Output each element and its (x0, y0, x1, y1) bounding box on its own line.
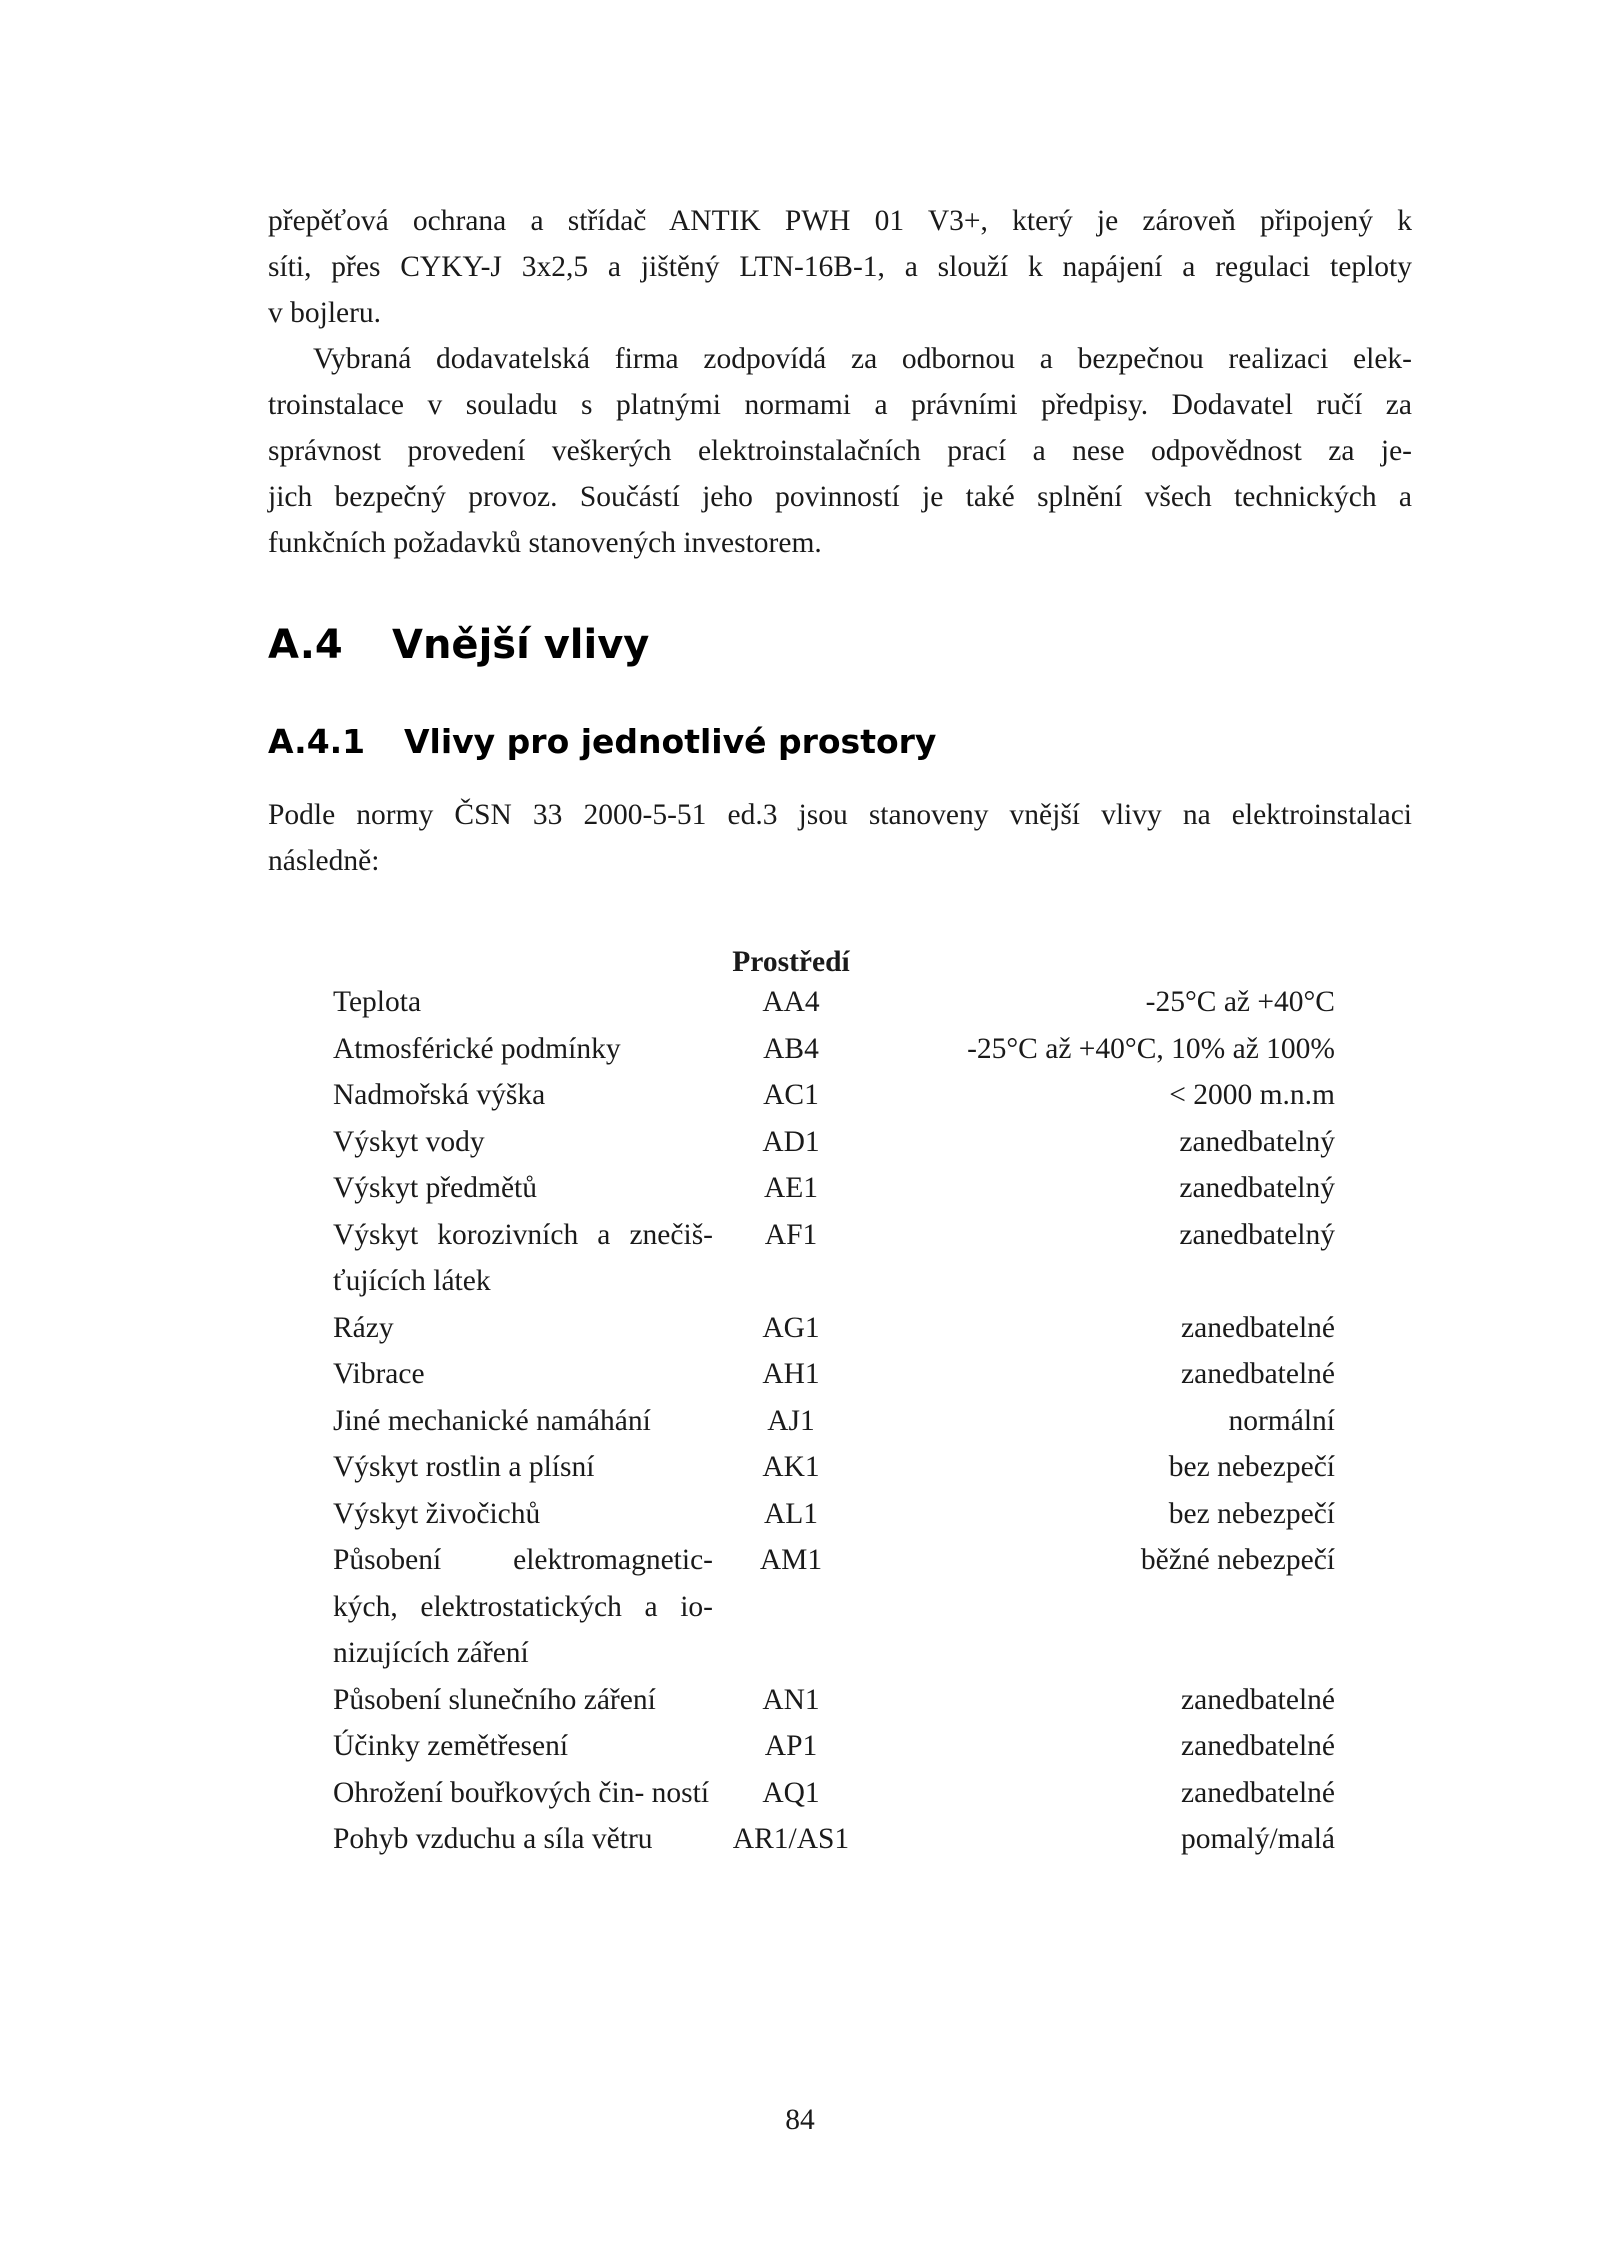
table-row (333, 1444, 1335, 1491)
influence-code: AP1 (764, 1730, 818, 1762)
table-row (333, 1351, 1335, 1398)
influence-label: Působení elektromagnetic- kých, elektrostatických a io- nizujících záření (333, 1544, 713, 1669)
intro-line-2: následně: (268, 845, 380, 877)
table-row (333, 1212, 1335, 1305)
influence-value: zanedbatelné (1181, 1311, 1335, 1344)
table-row (333, 1026, 1335, 1073)
table-header-row (333, 945, 1335, 979)
page-number: 84 (785, 2104, 815, 2136)
subsection-title: Vlivy pro jednotlivé prostory (404, 722, 937, 761)
influence-code: AF1 (764, 1218, 818, 1251)
influence-label: Atmosférické podmínky (333, 1032, 621, 1065)
influence-value: -25°C až +40°C (1145, 986, 1335, 1018)
table-row (333, 1723, 1335, 1770)
influence-label: Rázy (333, 1311, 394, 1344)
influence-label: Výskyt korozivních a znečiš- ťujících látek (333, 1218, 713, 1297)
influence-code: AN1 (762, 1683, 820, 1716)
influence-label: Působení slunečního záření (333, 1683, 656, 1716)
influence-value: zanedbatelný (1179, 1125, 1335, 1158)
paragraph-2-line-4: jich bezpečný provoz. Součástí jeho povinností je také splnění všech technických a (268, 481, 1412, 513)
influence-label: Jiné mechanické namáhání (333, 1404, 651, 1437)
table-row (333, 979, 1335, 1026)
influence-value: zanedbatelný (1179, 1218, 1335, 1251)
influence-label: Pohyb vzduchu a síla větru (333, 1823, 653, 1855)
influence-label: Výskyt živočichů (333, 1497, 541, 1530)
influence-label: Teplota (333, 986, 422, 1018)
influence-label: Výskyt vody (333, 1125, 485, 1158)
influence-code: AR1/AS1 (732, 1823, 850, 1855)
influence-value: zanedbatelné (1181, 1730, 1335, 1762)
influence-code: AM1 (759, 1544, 823, 1576)
influence-value: < 2000 m.n.m (1169, 1079, 1335, 1111)
influence-code: AD1 (762, 1125, 820, 1158)
influence-value: zanedbatelné (1181, 1358, 1335, 1390)
external-influences-table (333, 945, 1335, 1863)
table-row (333, 1119, 1335, 1166)
influence-code: AQ1 (762, 1776, 820, 1809)
influence-code: AG1 (762, 1311, 820, 1344)
paragraph-2-line-5: funkčních požadavků stanovených investorem. (268, 527, 822, 559)
influence-code: AK1 (762, 1451, 820, 1483)
paragraph-2-line-2: troinstalace v souladu s platnými normami a právními předpisy. Dodavatel ručí za (268, 389, 1412, 421)
influence-code: AE1 (763, 1172, 819, 1204)
paragraph-2-line-1: Vybraná dodavatelská firma zodpovídá za odbornou a bezpečnou realizaci elek- (313, 343, 1412, 375)
table-row (333, 1677, 1335, 1724)
subsection-number: A.4.1 (268, 722, 366, 761)
influence-label: Nadmořská výška (333, 1079, 546, 1111)
section-number: A.4 (268, 622, 343, 668)
paragraph-2-line-3: správnost provedení veškerých elektroinstalačních prací a nese odpovědnost za je- (268, 435, 1412, 467)
influence-value: bez nebezpečí (1168, 1497, 1335, 1530)
influence-value: normální (1228, 1404, 1335, 1437)
table-row (333, 1816, 1335, 1863)
influence-label: Ohrožení bouřkových čin- ností (333, 1776, 710, 1809)
influence-value: běžné nebezpečí (1140, 1544, 1335, 1576)
influence-value: -25°C až +40°C, 10% až 100% (967, 1032, 1335, 1065)
influence-label: Účinky zemětřesení (333, 1730, 569, 1762)
influence-value: zanedbatelné (1181, 1776, 1335, 1809)
influence-value: pomalý/malá (1180, 1823, 1335, 1855)
section-heading (268, 622, 649, 668)
section-title: Vnější vlivy (392, 622, 650, 668)
table-row (333, 1305, 1335, 1352)
paragraph-1-line-1: přepěťová ochrana a střídač ANTIK PWH 01 V3+, který je zároveň připojený k (268, 205, 1412, 237)
influence-code: AA4 (762, 986, 820, 1018)
table-row (333, 1537, 1335, 1677)
influence-code: AB4 (763, 1032, 819, 1065)
table-row (333, 1770, 1335, 1817)
table-row (333, 1491, 1335, 1538)
table-row (333, 1165, 1335, 1212)
influence-value: zanedbatelný (1179, 1172, 1335, 1204)
subsection-heading (268, 722, 936, 761)
influence-label: Výskyt rostlin a plísní (333, 1451, 595, 1483)
influence-value: zanedbatelné (1181, 1683, 1335, 1716)
influence-code: AH1 (762, 1358, 820, 1390)
paragraph-1-line-2: síti, přes CYKY-J 3x2,5 a jištěný LTN-16B-1, a slouží k napájení a regulaci teploty (268, 251, 1412, 283)
table-row (333, 1072, 1335, 1119)
table-header-environment: Prostředí (732, 946, 850, 978)
table-row (333, 1398, 1335, 1445)
influence-code: AL1 (763, 1497, 819, 1530)
intro-line-1: Podle normy ČSN 33 2000-5-51 ed.3 jsou stanoveny vnější vlivy na elektroinstalaci (268, 799, 1412, 831)
influence-label: Vibrace (333, 1358, 425, 1390)
influence-code: AJ1 (767, 1404, 815, 1437)
influence-code: AC1 (763, 1079, 819, 1111)
influence-value: bez nebezpečí (1168, 1451, 1335, 1483)
paragraph-1-line-3: v bojleru. (268, 297, 382, 329)
influence-label: Výskyt předmětů (333, 1172, 538, 1204)
